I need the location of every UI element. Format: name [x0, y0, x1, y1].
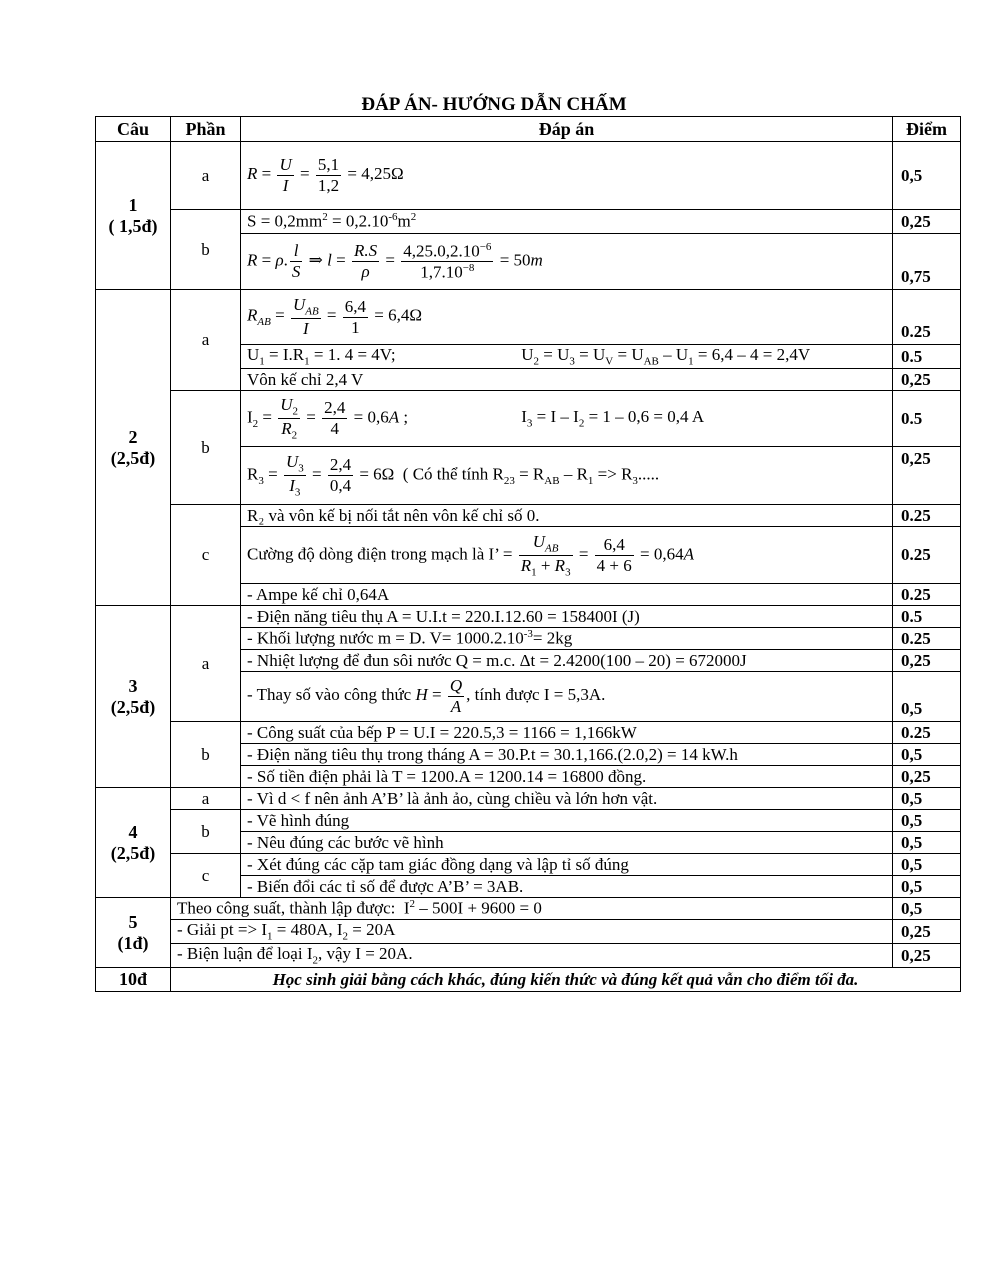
table-row: [96, 810, 961, 832]
question-number: 5: [128, 911, 138, 932]
answer-cell: Vôn kế chỉ 2,4 V: [241, 369, 893, 391]
score-cell: 0.25: [893, 628, 961, 650]
table-row: [96, 854, 961, 876]
answer-text: - Thay số vào công thức: [247, 685, 412, 705]
score-cell: 0.25: [893, 290, 961, 345]
part-label: a: [171, 606, 241, 722]
score-cell: 0,5: [893, 788, 961, 810]
answer-cell: - Vẽ hình đúng: [241, 810, 893, 832]
question-points: (2,5đ): [110, 842, 156, 863]
score-cell: 0,25: [893, 944, 961, 968]
score-cell: 0,5: [893, 672, 961, 722]
table-header-row: [96, 117, 961, 142]
table-row: [96, 505, 961, 527]
answer-cell: $S = 0,2mm^2 = 0,2.10^{-6}m^2$: [241, 210, 893, 234]
part-label: b: [171, 210, 241, 290]
table-row: [96, 898, 961, 920]
answer-cell: - Nêu đúng các bước vẽ hình: [241, 832, 893, 854]
page-title: ĐÁP ÁN- HƯỚNG DẪN CHẤM: [361, 94, 627, 115]
score-cell: 0,25: [893, 447, 961, 505]
score-cell: 0,25: [893, 210, 961, 234]
table-row: [96, 788, 961, 810]
header-diem: Điểm: [893, 117, 961, 142]
score-cell: 0,25: [893, 920, 961, 944]
score-cell: 0.25: [893, 722, 961, 744]
part-label: b: [171, 810, 241, 854]
answer-cell: - Ampe kế chỉ 0,64A: [241, 584, 893, 606]
answer-cell: R = ρ. $\frac{l}{S}$ ⇒ l = $\frac{R.S}{\rho}$ = $\frac{4,25.0,2.10^{-6}}{1,7.10^{-8}}$ = 50m: [241, 234, 893, 290]
total-points: 10đ: [96, 968, 171, 992]
answer-cell: - Thay số vào công thức H = $\frac{Q}{A}$ , tính được I = 5,3A.: [241, 672, 893, 722]
part-label: a: [171, 788, 241, 810]
table-row: [96, 391, 961, 447]
question-points: (1đ): [117, 932, 149, 953]
score-cell: 0,75: [893, 234, 961, 290]
score-cell: 0.25: [893, 505, 961, 527]
answer-cell: $R_{AB}$ = $\frac{U_{AB}}{I}$ = $\frac{6,4}{1}$ = 6,4Ω: [241, 290, 893, 345]
answer-cell: - Vì d < f nên ảnh A’B’ là ảnh ảo, cùng chiều và lớn hơn vật.: [241, 788, 893, 810]
answer-text: Cường độ dòng điện trong mạch là I’ =: [247, 543, 513, 563]
part-label: c: [171, 854, 241, 898]
score-cell: 0,25: [893, 369, 961, 391]
question-5: [96, 898, 171, 968]
answer-text: , tính được I = 5,3A.: [466, 685, 606, 705]
table-row: [96, 944, 961, 968]
answer-cell: Theo công suất, thành lập được: $I^2 - 500I + 9600 = 0$: [171, 898, 893, 920]
header-dapan: Đáp án: [241, 117, 893, 142]
answer-table: [95, 116, 961, 992]
score-cell: 0,5: [893, 854, 961, 876]
table-footer-row: [96, 968, 961, 992]
question-number: 1: [128, 194, 138, 215]
table-row: [96, 210, 961, 234]
answer-cell: - Điện năng tiêu thụ A = U.I.t = 220.I.12.60 = 158400I (J): [241, 606, 893, 628]
answer-cell: $U_1 = I.R_1 = 1$. 4 = 4V; $U_2 = U_3 = U_V = U_{AB} - U_1 = 6,4 - 4 = 2,4V$: [241, 345, 893, 369]
answer-cell: - Khối lượng nước m = D. $V= 1000.2.10^{-3}= 2kg$: [241, 628, 893, 650]
header-cau: Câu: [96, 117, 171, 142]
question-number: 4: [128, 821, 138, 842]
part-label: a: [171, 142, 241, 210]
answer-cell: - Biến đổi các tỉ số để được A’B’ = 3AB.: [241, 876, 893, 898]
header-phan: Phần: [171, 117, 241, 142]
question-points: ( 1,5đ): [108, 215, 158, 236]
question-4: [96, 788, 171, 898]
answer-cell: - Điện năng tiêu thụ trong tháng A = 30.P.t = 30.1,166.(2.0,2) = 14 kW.h: [241, 744, 893, 766]
formula: R = $\frac{U}{I}$ = $\frac{5,1}{1,2}$ = 4,25Ω: [247, 155, 404, 195]
score-cell: 0,25: [893, 650, 961, 672]
table-row: [96, 142, 961, 210]
table-row: [96, 722, 961, 744]
answer-cell: R₂ và vôn kế bị nối tắt nên vôn kế chỉ số 0.: [241, 505, 893, 527]
answer-cell: Cường độ dòng điện trong mạch là I’ = $\frac{U_{AB}}{R_1 + R_3}$ = $\frac{6,4}{4 + 6}$ = 0,64A: [241, 527, 893, 584]
question-number: 2: [128, 426, 138, 447]
score-cell: 0.25: [893, 527, 961, 584]
score-cell: 0.25: [893, 584, 961, 606]
question-2: [96, 290, 171, 606]
score-cell: 0,5: [893, 876, 961, 898]
question-points: (2,5đ): [110, 696, 156, 717]
part-label: c: [171, 505, 241, 606]
table-row: [96, 290, 961, 345]
grading-note: Học sinh giải bằng cách khác, đúng kiến thức và đúng kết quả vẫn cho điểm tối đa.: [171, 968, 961, 992]
score-cell: 0,5: [893, 898, 961, 920]
score-cell: 0.5: [893, 606, 961, 628]
score-cell: 0,5: [893, 832, 961, 854]
part-label: a: [171, 290, 241, 391]
question-points: (2,5đ): [110, 447, 156, 468]
question-number: 3: [128, 675, 138, 696]
answer-cell: $R_3$ = $\frac{U_3}{I_3}$ = $\frac{2,4}{0,4}$ = 6Ω ( Có thể tính $R_{23} = R_{AB} - R_1 => R_3$.....: [241, 447, 893, 505]
question-3: [96, 606, 171, 788]
answer-cell: - Số tiền điện phải là T = 1200.A = 1200.14 = 16800 đồng.: [241, 766, 893, 788]
score-cell: 0.5: [893, 345, 961, 369]
answer-cell: - Biện luận để loại $I_2$, vậy I = 20A.: [171, 944, 893, 968]
answer-cell: - Công suất của bếp P = U.I = 220.5,3 = 1166 = 1,166kW: [241, 722, 893, 744]
table-row: [96, 606, 961, 628]
score-cell: 0,5: [893, 744, 961, 766]
score-cell: 0,5: [893, 142, 961, 210]
answer-cell: - Xét đúng các cặp tam giác đồng dạng và lập tỉ số đúng: [241, 854, 893, 876]
part-label: b: [171, 722, 241, 788]
answer-cell: $I_2$ = $\frac{U_2}{R_2}$ = $\frac{2,4}{4}$ = 0,6A ; $I_3 = I - I_2 = 1 - 0,6 = 0,4$ A: [241, 391, 893, 447]
answer-cell: [241, 142, 893, 210]
table-row: [96, 920, 961, 944]
part-label: b: [171, 391, 241, 505]
answer-cell: - Nhiệt lượng để đun sôi nước Q = m.c. Δt = 2.4200(100 – 20) = 672000J: [241, 650, 893, 672]
score-cell: 0.5: [893, 391, 961, 447]
score-cell: 0,5: [893, 810, 961, 832]
question-1: [96, 142, 171, 290]
answer-cell: - Giải pt => $I_1 = 480A$, $I_2 = 20A$: [171, 920, 893, 944]
score-cell: 0,25: [893, 766, 961, 788]
